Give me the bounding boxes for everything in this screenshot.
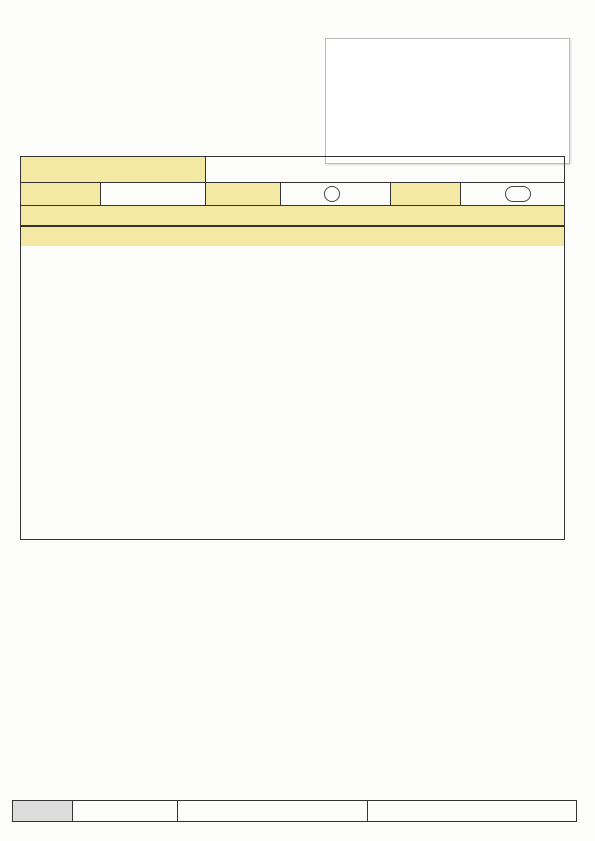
store-name-field[interactable]: [178, 801, 368, 821]
store-stamp-card: [325, 38, 570, 164]
visit-info-row: [21, 183, 564, 206]
stamp-logo: [340, 91, 344, 111]
gender-label: [206, 183, 281, 205]
age-label: [391, 183, 461, 205]
store-record-label: [13, 801, 73, 821]
id-field[interactable]: [73, 801, 178, 821]
age-field[interactable]: [461, 183, 564, 205]
comment-box[interactable]: [21, 254, 564, 539]
nickname-row: [21, 157, 564, 183]
date-label: [21, 183, 101, 205]
circle-instruction: [21, 206, 564, 226]
nickname-field[interactable]: [206, 157, 564, 182]
age-second-half[interactable]: [505, 186, 531, 202]
gender-female-option[interactable]: [324, 186, 340, 202]
menu-field[interactable]: [368, 801, 576, 821]
date-field[interactable]: [101, 183, 206, 205]
comment-heading: [21, 226, 564, 246]
nickname-label: [21, 157, 206, 182]
gender-field[interactable]: [281, 183, 391, 205]
store-record-bar: [12, 800, 577, 822]
comment-example: [21, 246, 564, 254]
survey-form: [20, 156, 565, 540]
